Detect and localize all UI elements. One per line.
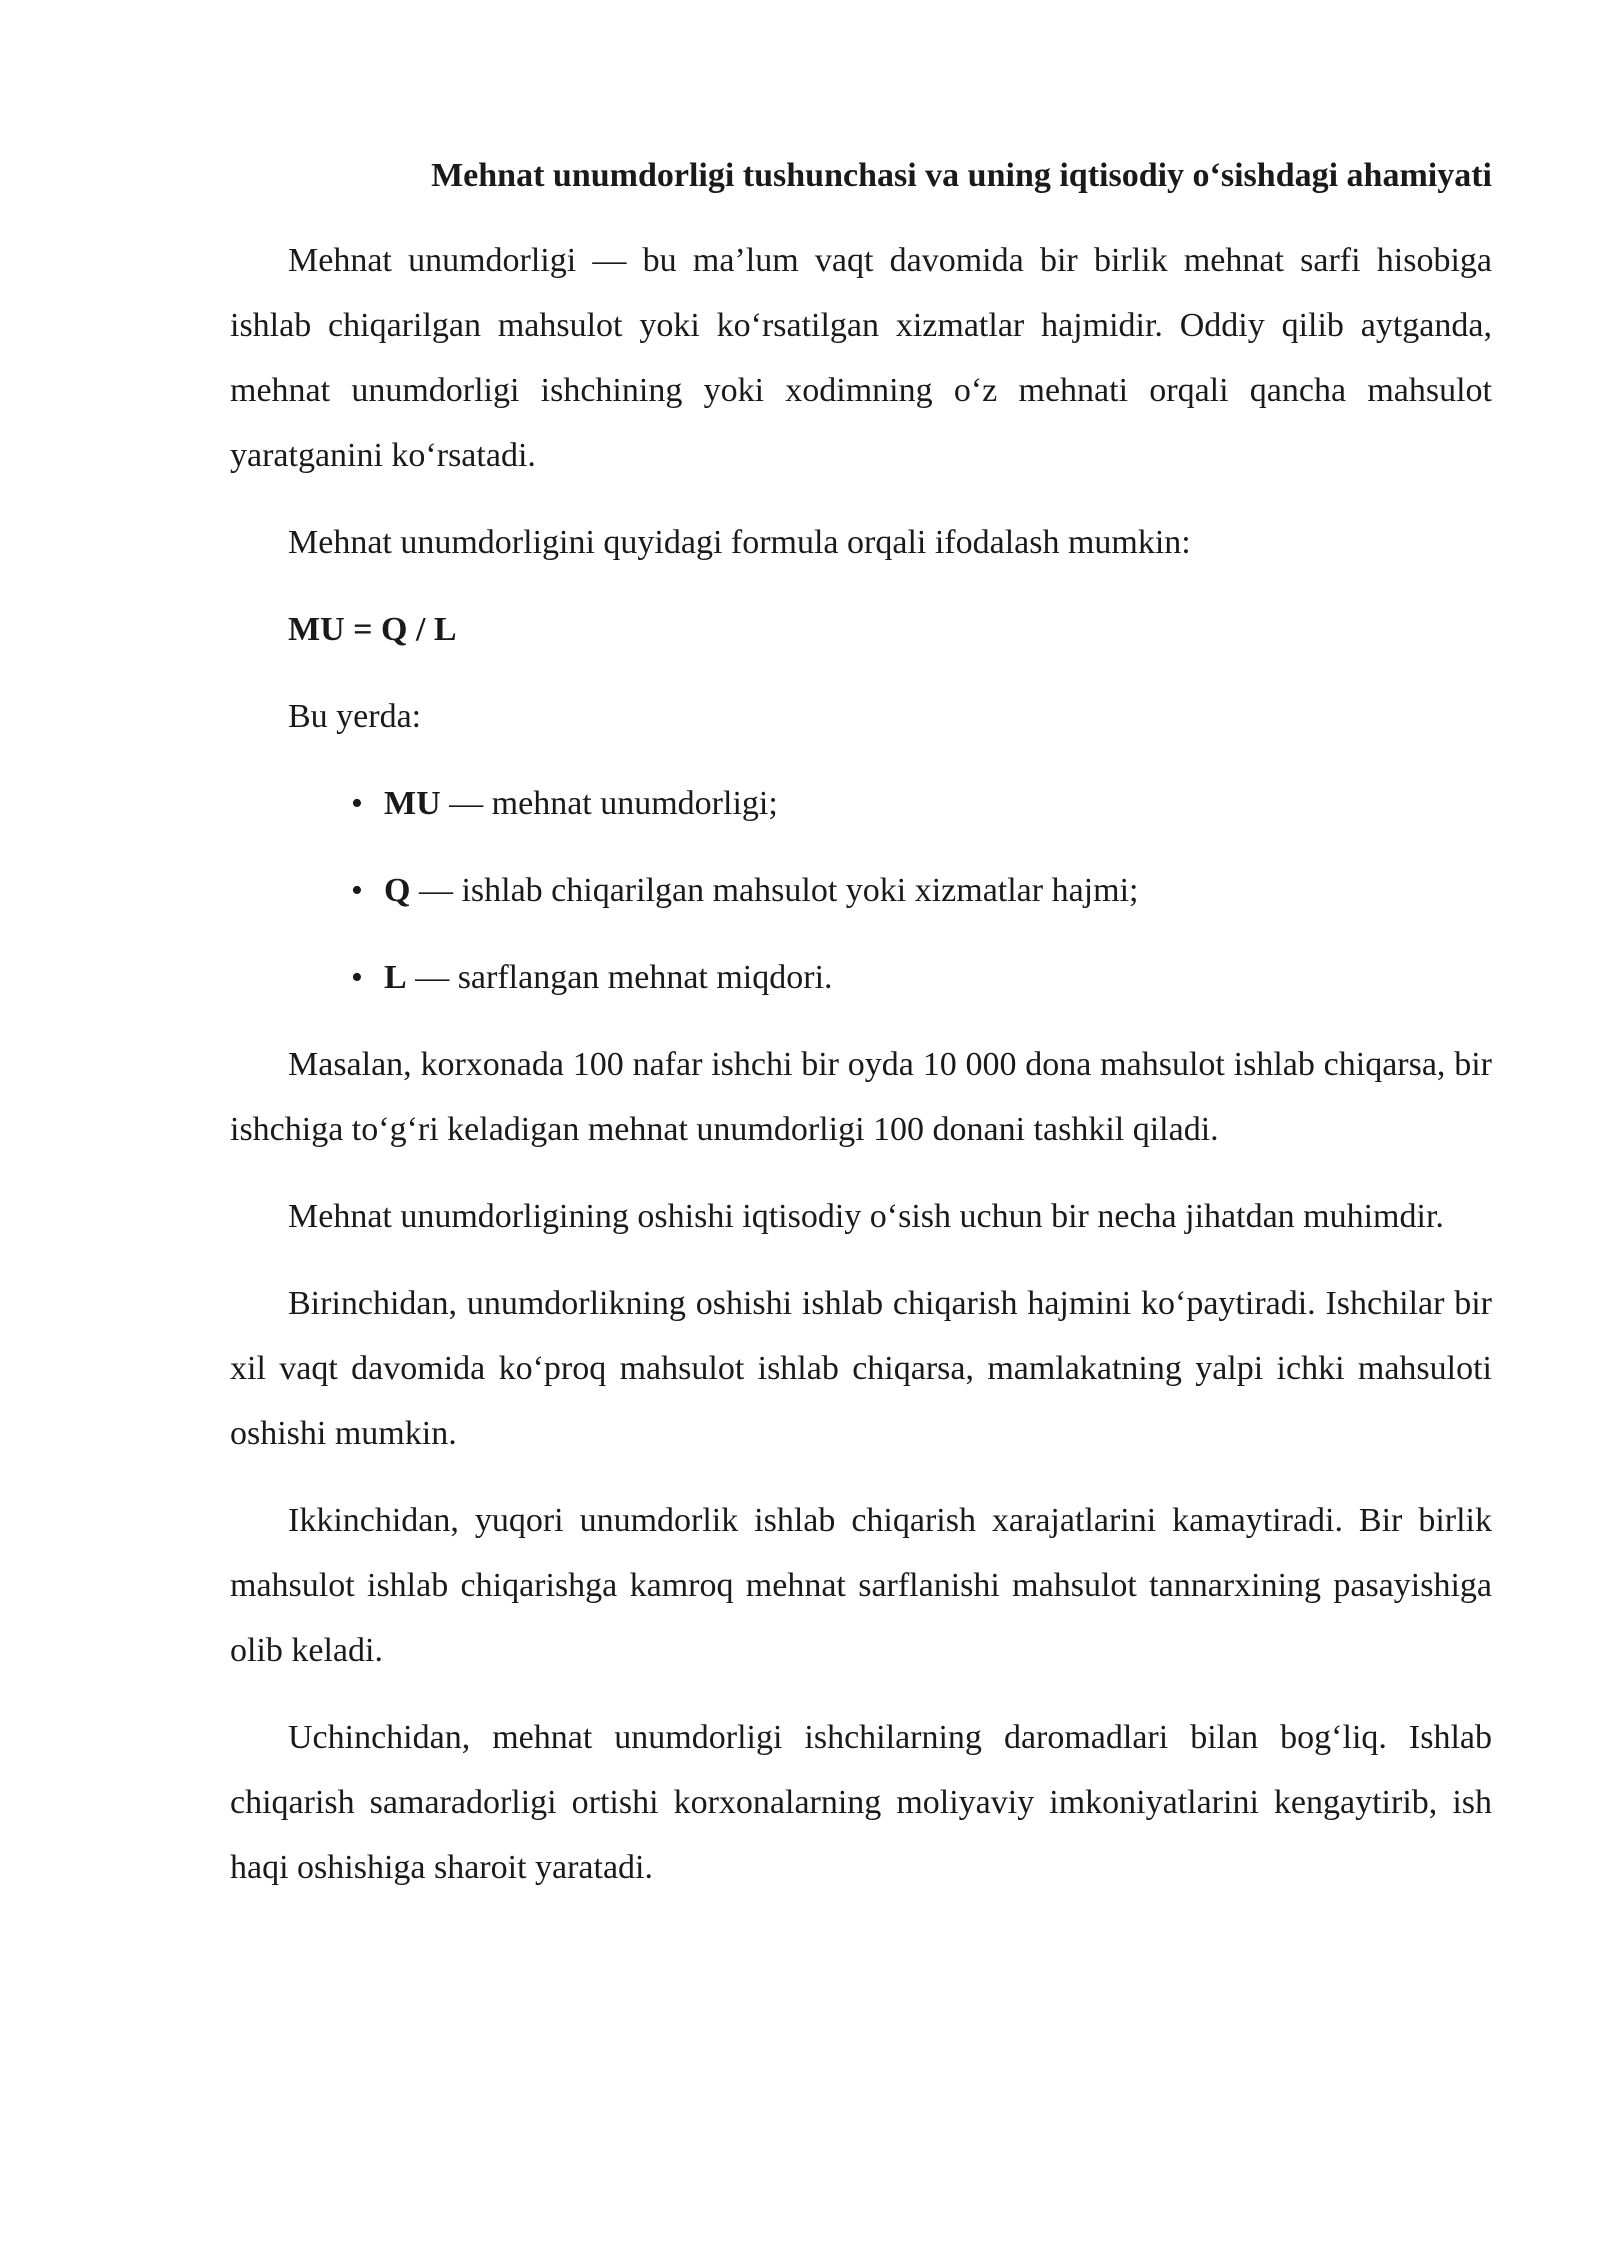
document-page [230,150,1492,1922]
example-paragraph: Masalan, korxonada 100 nafar ishchi bir oyda 10 000 dona mahsulot ishlab chiqarsa, bir ishchiga to‘g‘ri keladigan mehnat unumdorligi 100 donani tashkil qiladi. [230,1046,1492,1148]
bullet-icon: • [351,785,363,822]
intro-paragraph: Mehnat unumdorligi — bu ma’lum vaqt davomida bir birlik mehnat sarfi hisobiga ishlab chiqarilgan mahsulot yoki ko‘rsatilgan xizmatlar hajmidir. Oddiy qilib aytganda, mehnat unumdorligi ishchining yoki xodimning o‘z mehnati orqali qancha mahsulot yaratganini ko‘rsatadi. [230,242,1492,474]
formula-intro-paragraph: Mehnat unumdorligini quyidagi formula orqali ifodalash mumkin: [288,524,1191,561]
bullet-icon: • [351,959,363,996]
definition-term: Q [384,872,411,909]
first-point-paragraph: Birinchidan, unumdorlikning oshishi ishlab chiqarish hajmini ko‘paytiradi. Ishchilar bir xil vaqt davomida ko‘proq mahsulot ishlab chiqarsa, mamlakatning yalpi ichki mahsuloti oshishi mumkin. [230,1285,1492,1452]
definition-text: — ishlab chiqarilgan mahsulot yoki xizmatlar hajmi; [410,872,1139,909]
where-label: Bu yerda: [288,698,422,735]
formula: MU = Q / L [288,611,457,648]
document-title: Mehnat unumdorligi tushunchasi va uning iqtisodiy o‘sishdagi ahamiyati [431,157,1492,194]
list-item [351,771,1492,836]
definitions-list [230,771,1492,1010]
second-point-paragraph: Ikkinchidan, yuqori unumdorlik ishlab chiqarish xarajatlarini kamaytiradi. Bir birlik mahsulot ishlab chiqarishga kamroq mehnat sarflanishi mahsulot tannarxining pasayishiga olib keladi. [230,1502,1492,1669]
bullet-icon: • [351,872,363,909]
list-item [351,945,1492,1010]
definition-term: MU [384,785,441,822]
definition-text: — mehnat unumdorligi; [440,785,778,822]
list-item [351,858,1492,923]
importance-paragraph: Mehnat unumdorligining oshishi iqtisodiy o‘sish uchun bir necha jihatdan muhimdir. [288,1198,1444,1235]
definition-text: — sarflangan mehnat miqdori. [406,959,833,996]
definition-term: L [384,959,407,996]
third-point-paragraph: Uchinchidan, mehnat unumdorligi ishchilarning daromadlari bilan bog‘liq. Ishlab chiqarish samaradorligi ortishi korxonalarning moliyaviy imkoniyatlarini kengaytirib, ish haqi oshishiga sharoit yaratadi. [230,1719,1492,1886]
